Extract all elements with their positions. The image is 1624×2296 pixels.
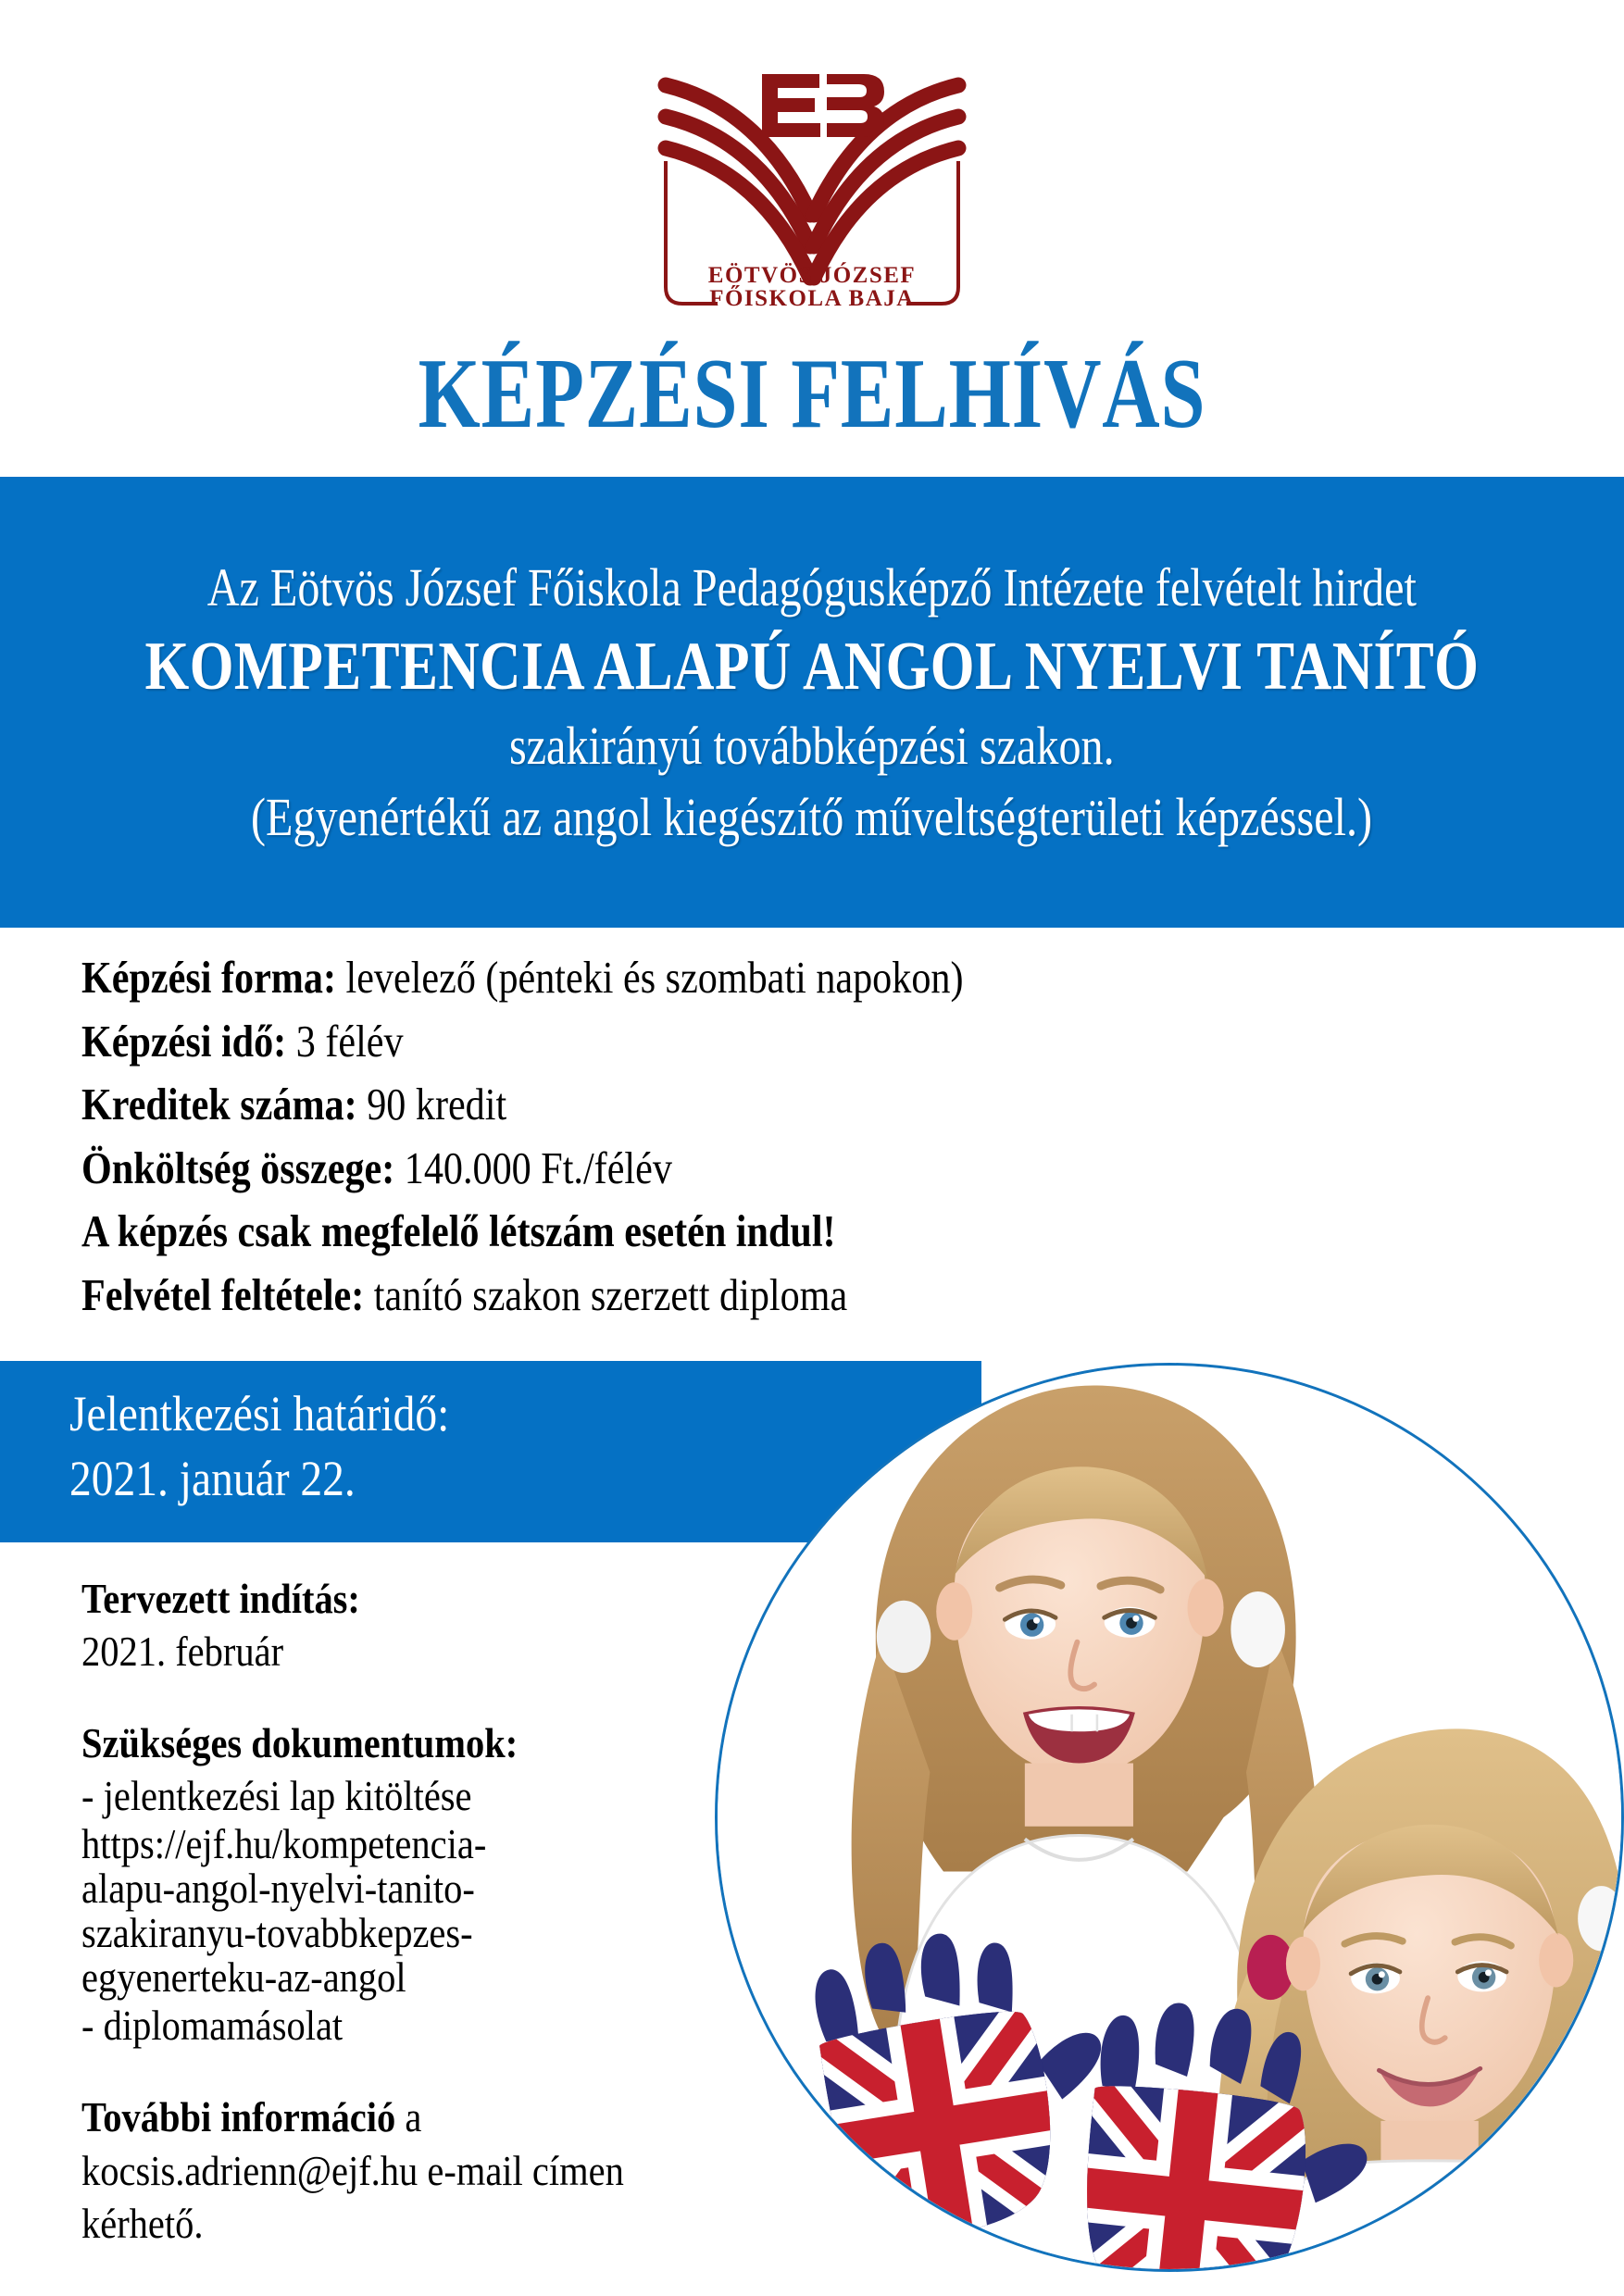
detail-label: Kreditek száma:: [81, 1079, 357, 1130]
detail-value: 90 kredit: [356, 1079, 507, 1130]
detail-label: Képzési forma:: [81, 952, 336, 1003]
url-line-1: https://ejf.hu/kompetencia-: [81, 1820, 487, 1868]
detail-row-notice: [81, 1200, 1292, 1264]
detail-label: Képzési idő:: [81, 1015, 287, 1067]
documents-heading: Szükséges dokumentumok:: [81, 1719, 518, 1767]
detail-value: levelező (pénteki és szombati napokon): [335, 952, 964, 1003]
deadline-label: Jelentkezési határidő:: [69, 1386, 450, 1441]
intro-line-1: Az Eötvös József Főiskola Pedagógusképző Intézete felvételt hirdet: [206, 556, 1418, 618]
contact-line-3: kérhető.: [81, 2199, 204, 2247]
url-line-2: alapu-angol-nyelvi-tanito-: [81, 1864, 475, 1912]
detail-value: tanító szakon szerzett diploma: [364, 1268, 848, 1320]
detail-label: Felvétel feltétele:: [81, 1268, 365, 1320]
contact-lead: [81, 2090, 742, 2143]
logo-graphic: [651, 57, 973, 317]
contact-email-line[interactable]: kocsis.adrienn@ejf.hu e-mail címen: [81, 2146, 624, 2194]
logo-line2: FŐISKOLA BAJA: [709, 286, 915, 311]
intro-line-4: (Egyenértékű az angol kiegészítő műveltségterületi képzéssel.): [251, 787, 1373, 848]
program-details-list: [81, 946, 1489, 1328]
intro-banner: [0, 477, 1624, 928]
detail-row: [81, 1010, 1292, 1074]
intro-line-3: szakirányú továbbképzési szakon.: [509, 716, 1115, 777]
url-line-3: szakiranyu-tovabbkepzes-: [81, 1908, 473, 1956]
program-name: KOMPETENCIA ALAPÚ ANGOL NYELVI TANÍTÓ: [144, 628, 1480, 705]
detail-row: [81, 1073, 1292, 1137]
detail-label: A képzés csak megfelelő létszám esetén indul!: [81, 1205, 836, 1257]
deadline-date: 2021. január 22.: [69, 1451, 356, 1507]
planned-start-block: [81, 1572, 831, 1678]
logo-line1: EÖTVÖS JÓZSEF: [707, 263, 917, 288]
planned-start-label: Tervezett indítás:: [81, 1575, 360, 1622]
contact-lead-rest: a: [395, 2093, 422, 2141]
contact-block: [81, 2090, 831, 2249]
detail-label: Önköltség összege:: [81, 1142, 395, 1193]
lower-info-block: [81, 1572, 831, 2250]
document-item-application: - jelentkezési lap kitöltése: [81, 1772, 472, 1820]
detail-row: [81, 1264, 1292, 1328]
detail-row: [81, 1137, 1292, 1201]
contact-lead-bold: További információ: [81, 2093, 396, 2141]
planned-start-value: 2021. február: [81, 1628, 284, 1676]
document-item-diploma: - diplomamásolat: [81, 2002, 344, 2050]
url-line-4: egyenerteku-az-angol: [81, 1953, 406, 2001]
detail-row: [81, 946, 1292, 1010]
institution-logo: [0, 57, 1624, 317]
detail-value: 140.000 Ft./félév: [394, 1142, 672, 1193]
detail-value: 3 félév: [286, 1015, 404, 1067]
page-title: KÉPZÉSI FELHÍVÁS: [418, 339, 1206, 449]
students-photo: [715, 1363, 1624, 2272]
